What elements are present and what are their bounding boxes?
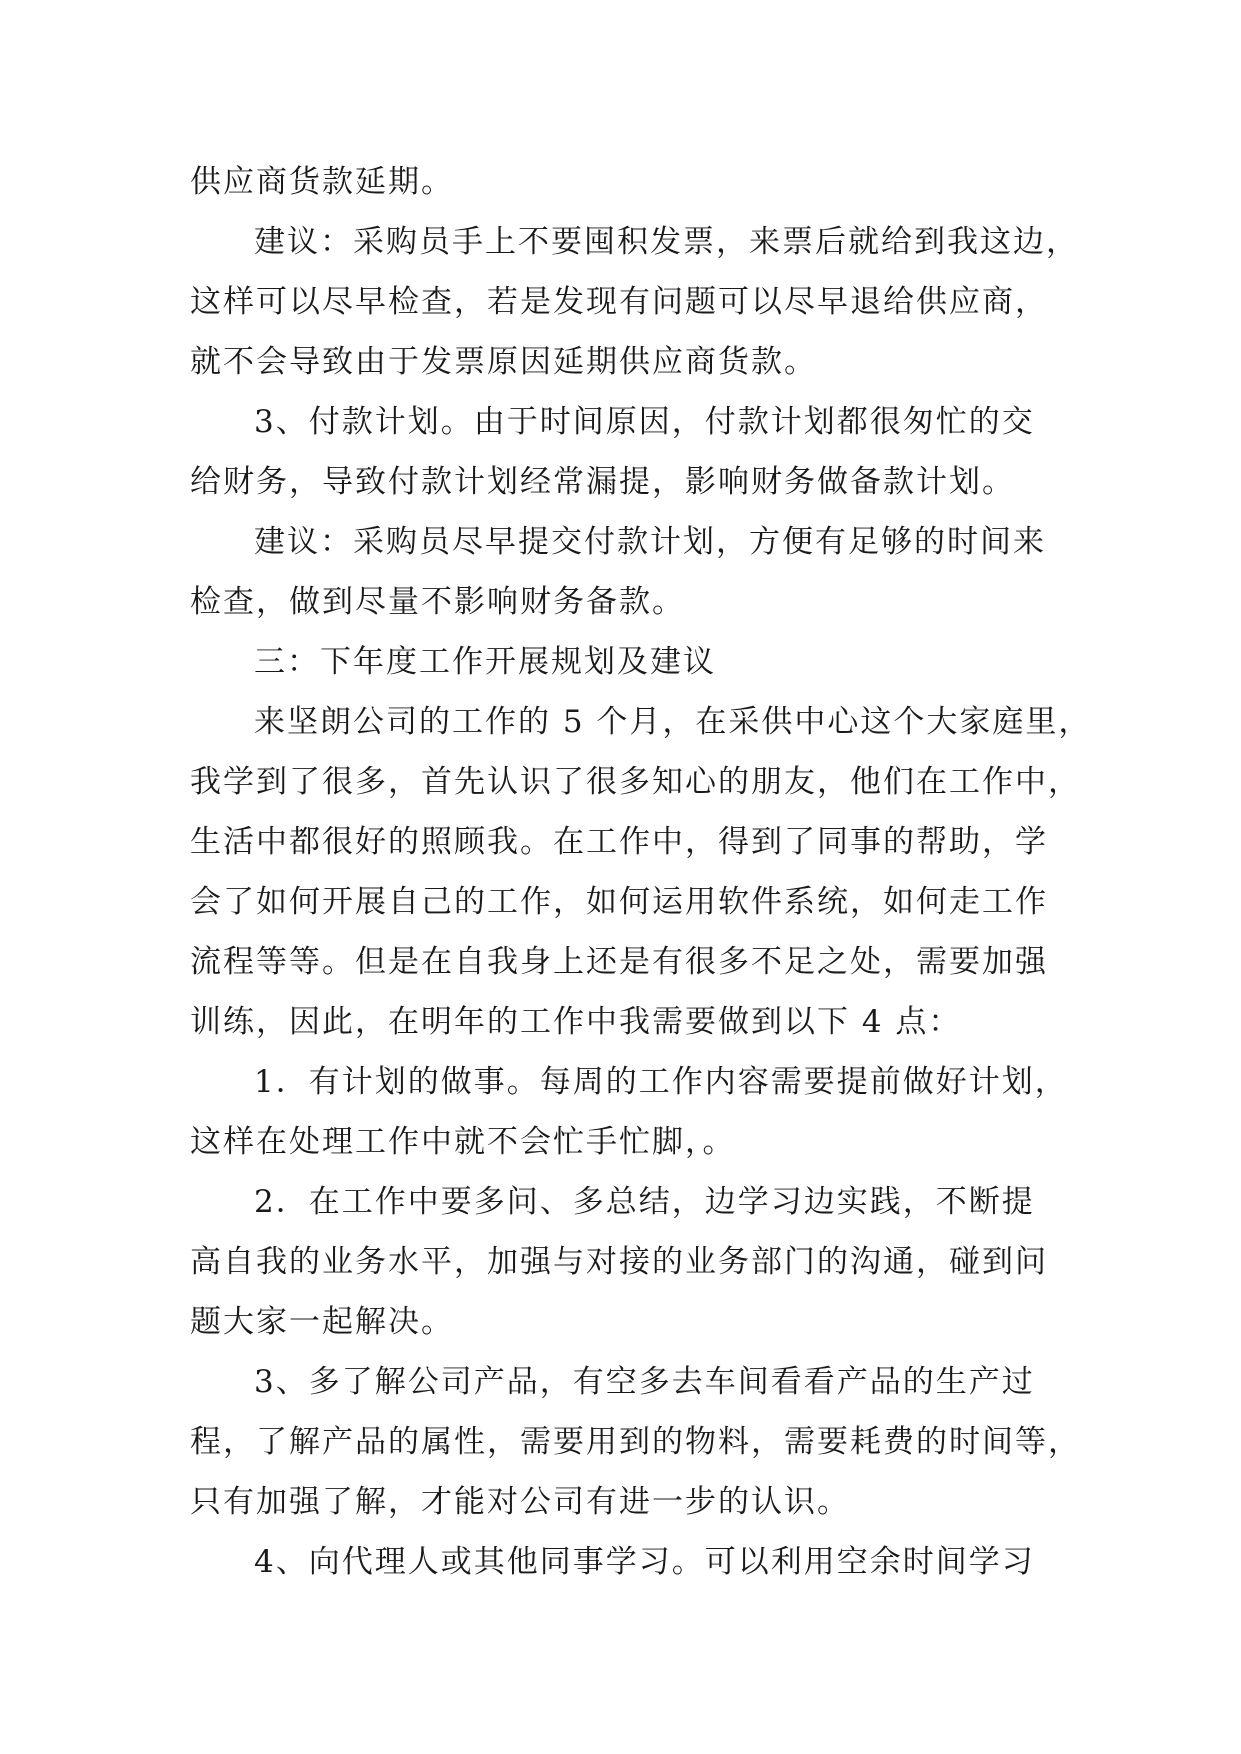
text-line: 3、多了解公司产品，有空多去车间看看产品的生产过 <box>254 1364 1035 1400</box>
text-line: 4、向代理人或其他同事学习。可以利用空余时间学习 <box>254 1544 1035 1580</box>
text-line: 我学到了很多，首先认识了很多知心的朋友，他们在工作中， <box>190 764 1081 800</box>
text-line: 来坚朗公司的工作的 5 个月，在采供中心这个大家庭里， <box>254 704 1092 740</box>
text-line: 建议：采购员尽早提交付款计划，方便有足够的时间来 <box>254 524 1046 560</box>
text-line: 题大家一起解决。 <box>190 1304 454 1340</box>
text-line: 会了如何开展自己的工作，如何运用软件系统，如何走工作 <box>190 884 1048 920</box>
text-line: 给财务，导致付款计划经常漏提，影响财务做备款计划。 <box>190 464 1015 500</box>
text-line: 建议：采购员手上不要囤积发票，来票后就给到我这边， <box>254 224 1079 260</box>
text-line: 训练，因此，在明年的工作中我需要做到以下 4 点： <box>190 1004 962 1040</box>
section-heading: 三：下年度工作开展规划及建议 <box>254 644 716 680</box>
text-line: 检查，做到尽量不影响财务备款。 <box>190 584 685 620</box>
document-body <box>190 152 1092 1592</box>
text-line: 只有加强了解，才能对公司有进一步的认识。 <box>190 1484 850 1520</box>
text-line: 流程等等。但是在自我身上还是有很多不足之处，需要加强 <box>190 944 1048 980</box>
text-line: 1．有计划的做事。每周的工作内容需要提前做好计划， <box>254 1064 1068 1100</box>
text-line: 程，了解产品的属性，需要用到的物料，需要耗费的时间等， <box>190 1424 1081 1460</box>
text-line: 这样可以尽早检查，若是发现有问题可以尽早退给供应商， <box>190 284 1048 320</box>
text-line: 高自我的业务水平，加强与对接的业务部门的沟通，碰到问 <box>190 1244 1048 1280</box>
text-line: 2．在工作中要多问、多总结，边学习边实践，不断提 <box>254 1184 1035 1220</box>
text-line: 3、付款计划。由于时间原因，付款计划都很匆忙的交 <box>254 404 1035 440</box>
text-line: 这样在处理工作中就不会忙手忙脚，。 <box>190 1124 736 1160</box>
text-line: 生活中都很好的照顾我。在工作中，得到了同事的帮助，学 <box>190 824 1048 860</box>
text-line: 供应商货款延期。 <box>190 164 454 200</box>
text-line: 就不会导致由于发票原因延期供应商货款。 <box>190 344 817 380</box>
